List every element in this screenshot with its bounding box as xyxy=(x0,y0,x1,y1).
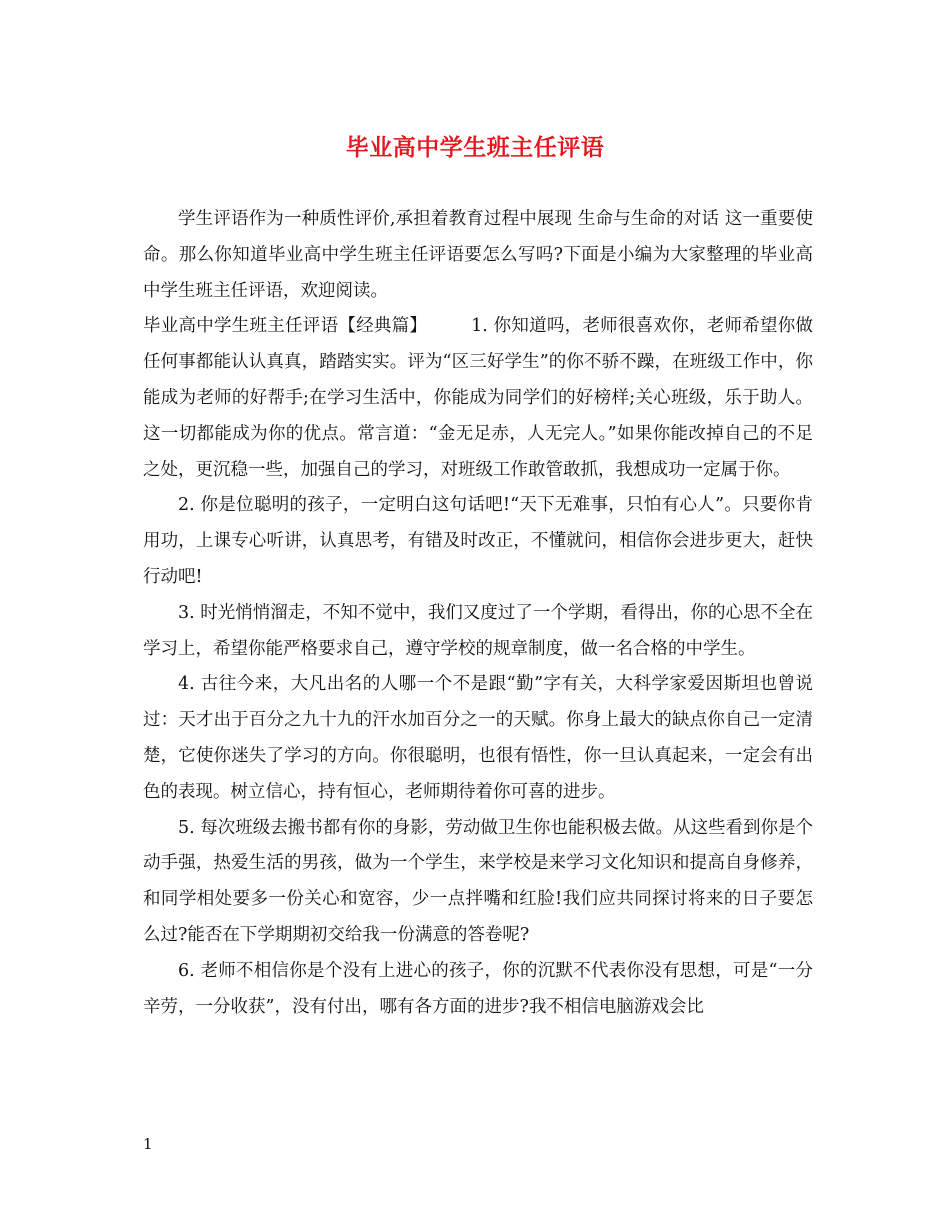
comment-paragraph-1 xyxy=(143,309,813,488)
comment-paragraph-3: 3. 时光悄悄溜走，不知不觉中，我们又度过了一个学期，看得出，你的心思不全在学习上，希望你能严格要求自己，遵守学校的规章制度，做一名合格的中学生。 xyxy=(143,602,813,659)
page-number: 1 xyxy=(143,1135,153,1153)
intro-paragraph: 学生评语作为一种质性评价,承担着教育过程中展现 生命与生命的对话 这一重要使命。那么你知道毕业高中学生班主任评语要怎么写吗?下面是小编为大家整理的毕业高中学生班主任评语，欢迎阅读。 xyxy=(143,209,813,301)
section-heading: 毕业高中学生班主任评语【经典篇】 xyxy=(143,316,428,337)
comment-paragraph-4: 4. 古往今来，大凡出名的人哪一个不是跟“勤”字有关，大科学家爱因斯坦也曾说过：天才出于百分之九十九的汗水加百分之一的天赋。你身上最大的缺点你自己一定清楚，它使你迷失了学习的方向。你很聪明，也很有悟性，你一旦认真起来，一定会有出色的表现。树立信心，持有恒心，老师期待着你可喜的进步。 xyxy=(143,674,813,802)
document-title: 毕业高中学生班主任评语 xyxy=(345,134,605,161)
document-body xyxy=(143,202,813,1025)
comment-1-text: 1. 你知道吗，老师很喜欢你，老师希望你做任何事都能认认真真，踏踏实实。评为“区三好学生”的你不骄不躁，在班级工作中，你能成为老师的好帮手;在学习生活中，你能成为同学们的好榜样;关心班级，乐于助人。这一切都能成为你的优点。常言道：“金无足赤，人无完人。”如果你能改掉自己的不足之处，更沉稳一些，加强自己的学习，对班级工作敢管敢抓，我想成功一定属于你。 xyxy=(143,316,813,480)
comment-paragraph-2: 2. 你是位聪明的孩子，一定明白这句话吧!“天下无难事，只怕有心人”。只要你肯用功，上课专心听讲，认真思考，有错及时改正，不懂就问，相信你会进步更大，赶快行动吧! xyxy=(143,495,813,587)
comment-paragraph-5: 5. 每次班级去搬书都有你的身影，劳动做卫生你也能积极去做。从这些看到你是个动手强，热爱生活的男孩，做为一个学生，来学校是来学习文化知识和提高自身修养，和同学相处要多一份关心和宽容，少一点拌嘴和红脸!我们应共同探讨将来的日子要怎么过?能否在下学期期初交给我一份满意的答卷呢? xyxy=(143,817,813,945)
comment-paragraph-6: 6. 老师不相信你是个没有上进心的孩子，你的沉默不代表你没有思想，可是“一分辛劳，一分收获”，没有付出，哪有各方面的进步?我不相信电脑游戏会比 xyxy=(143,960,813,1017)
